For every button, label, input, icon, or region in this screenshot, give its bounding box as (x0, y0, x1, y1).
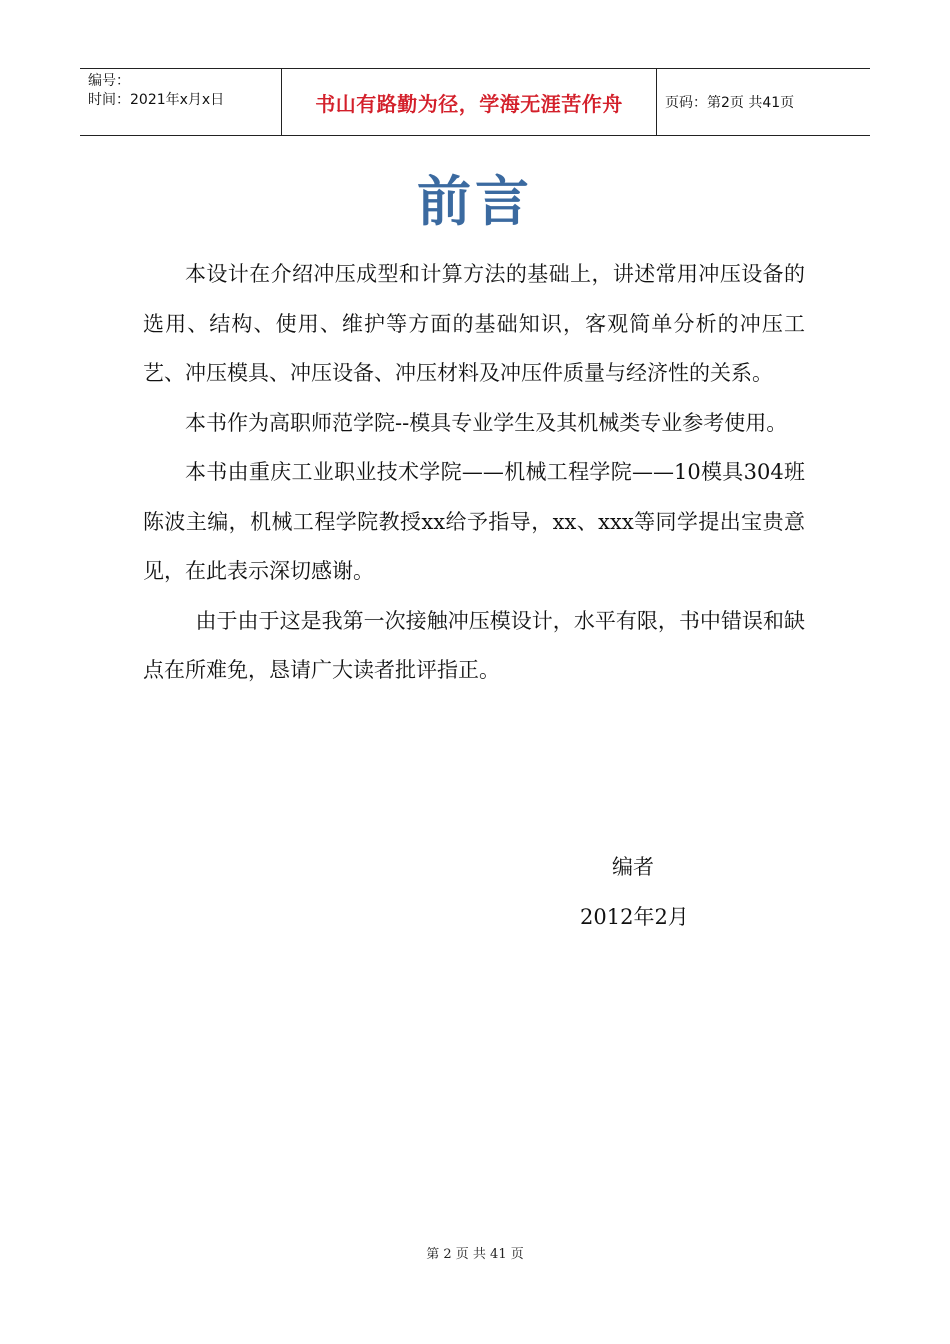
document-body (143, 250, 805, 696)
page-footer: 第 2 页 共 41 页 (426, 1247, 524, 1262)
page-header (80, 68, 870, 136)
header-number-label: 编号： (88, 73, 130, 89)
body-paragraph: 由于由于这是我第一次接触冲压模设计，水平有限，书中错误和缺点在所难免，恳请广大读者批评指正。 (143, 608, 805, 682)
body-paragraph: 本书作为高职师范学院--模具专业学生及其机械类专业参考使用。 (185, 410, 788, 435)
body-paragraph: 本书由重庆工业职业技术学院——机械工程学院——10模具304班陈波主编，机械工程学院教授xx给予指导，xx、xxx等同学提出宝贵意见，在此表示深切感谢。 (143, 460, 805, 583)
document-title: 前言 (417, 170, 533, 233)
header-page-info: 页码：第2页 共41页 (665, 95, 795, 111)
signature-editor: 编者 (612, 855, 654, 879)
header-time-label: 时间：2021年x月x日 (88, 92, 225, 108)
signature-date: 2012年2月 (580, 905, 689, 929)
body-paragraph: 本设计在介绍冲压成型和计算方法的基础上，讲述常用冲压设备的选用、结构、使用、维护等方面的基础知识，客观简单分析的冲压工艺、冲压模具、冲压设备、冲压材料及冲压件质量与经济性的关系。 (143, 262, 805, 385)
header-meta-cell (80, 69, 281, 135)
header-motto: 书山有路勤为径，学海无涯苦作舟 (281, 69, 657, 135)
